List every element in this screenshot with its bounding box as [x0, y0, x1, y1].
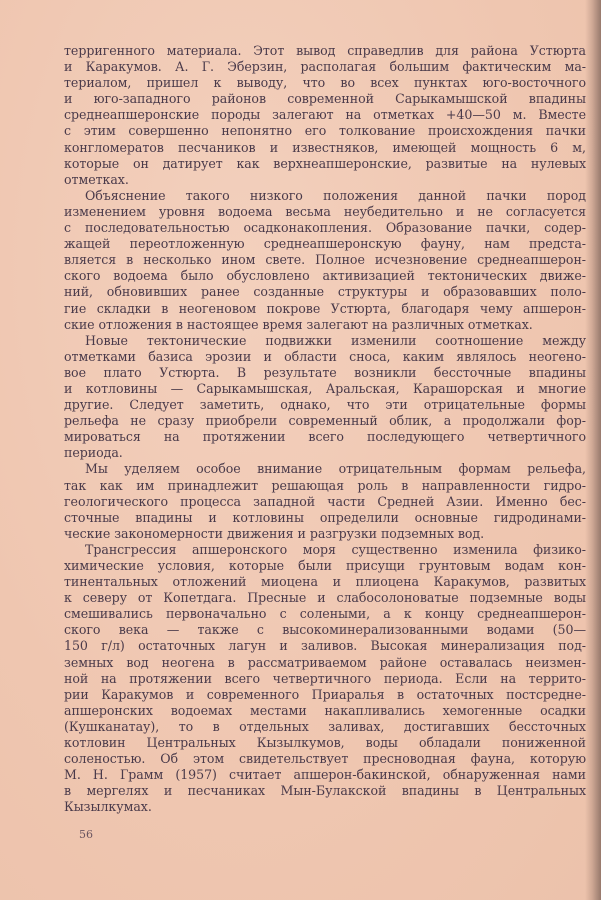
text-line: (Кушканатау), то в отдельных заливах, достигавших бессточных — [64, 718, 586, 734]
text-line: рельефа не сразу приобрели современный облик, а продолжали фор- — [64, 413, 586, 429]
text-line: вое плато Устюрта. В результате возникли бессточные впадины — [64, 364, 586, 380]
text-line: ского века — также с высокоминерализованными водами (50— — [64, 622, 586, 638]
text-line: химические условия, которые были присущи грунтовым водам кон- — [64, 558, 586, 573]
text-line: смешивались первоначально с солеными, а к концу среднеапшерон- — [64, 606, 586, 622]
text-line: сточные впадины и котловины определили основные гидродинами- — [64, 509, 586, 525]
text-line: тинентальных отложений миоцена и плиоцена Каракумов, развитых — [64, 574, 586, 590]
text-line: с последовательностью осадконакопления. Образование пачки, содер- — [64, 220, 586, 236]
text-line: ной на протяжении всего четвертичного периода. Если на террито- — [64, 670, 586, 686]
text-line: с этим совершенно непонятно его толкование происхождения пачки — [64, 123, 586, 139]
paragraph — [64, 333, 586, 462]
text-line: так как им принадлежит решающая роль в направленности гидро- — [64, 477, 586, 493]
text-body — [64, 43, 586, 816]
text-line: в мергелях и песчаниках Мын-Булакской впадины в Центральных — [64, 783, 586, 799]
page-body — [64, 43, 586, 816]
paragraph — [64, 43, 586, 188]
text-line: Объяснение такого низкого положения данной пачки пород — [85, 187, 586, 203]
text-line: ний, обновивших ранее созданные структуры и образовавших поло- — [64, 284, 586, 300]
text-line: Мы уделяем особое внимание отрицательным формам рельефа, — [85, 461, 586, 477]
text-line: М. Н. Грамм (1957) считает апшерон-бакинской, обнаруженная нами — [64, 767, 586, 783]
text-line: апшеронских водоемах местами накапливались хемогенные осадки — [64, 702, 586, 718]
text-line: земных вод неогена в рассматриваемом районе оставалась неизмен- — [64, 654, 586, 670]
text-line: рии Каракумов и современного Приаралья в остаточных постсредне- — [64, 686, 586, 702]
paragraph — [64, 542, 586, 816]
text-line: ческие закономерности движения и разгрузки подземных вод. — [64, 525, 485, 541]
text-line: Новые тектонические подвижки изменили соотношение между — [85, 332, 586, 348]
paragraph — [64, 188, 586, 333]
text-line: 150 г/л) остаточных лагун и заливов. Высокая минерализация под- — [64, 638, 586, 654]
paragraph — [64, 461, 586, 541]
text-line: периода. — [64, 445, 123, 461]
page-number: 56 — [79, 828, 93, 841]
text-line: и котловины — Сарыкамышская, Аральская, Карашорская и многие — [64, 380, 586, 396]
text-line: конгломератов песчаников и известняков, имеющей мощность 6 м, — [64, 139, 586, 155]
text-line: которые он датирует как верхнеапшеронские, развитые на нулевых — [64, 155, 586, 171]
text-line: к северу от Копетдага. Пресные и слабосолоноватые подземные воды — [64, 590, 586, 606]
text-line: среднеапшеронские породы залегают на отметках +40—50 м. Вместе — [64, 107, 586, 123]
text-line: отметками базиса эрозии и области сноса, каким являлось неогено- — [64, 348, 586, 364]
text-line: мироваться на протяжении всего последующего четвертичного — [64, 429, 586, 445]
text-line: геологического процесса западной части Средней Азии. Именно бес- — [64, 493, 586, 509]
text-line: и юго-западного районов современной Сарыкамышской впадины — [64, 91, 586, 107]
text-line: другие. Следует заметить, однако, что эти отрицательные формы — [64, 397, 586, 413]
text-line: и Каракумов. А. Г. Эберзин, располагая большим фактическим ма- — [64, 59, 586, 75]
text-line: ского водоема было обусловлено активизацией тектонических движе- — [64, 268, 586, 284]
text-line: котловин Центральных Кызылкумов, воды обладали пониженной — [64, 735, 586, 751]
text-line: отметках. — [64, 171, 129, 187]
text-line: Трансгрессия апшеронского моря существенно изменила физико- — [85, 541, 586, 557]
text-line: Кызылкумах. — [64, 799, 152, 815]
text-line: изменением уровня водоема весьма неубедительно и не согласуется — [64, 203, 586, 219]
text-line: жащей переотложенную среднеапшеронскую фауну, нам предста- — [64, 236, 586, 252]
text-line: соленостью. Об этом свидетельствует пресноводная фауна, которую — [64, 751, 586, 767]
text-line: терригенного материала. Этот вывод справедлив для района Устюрта — [64, 43, 586, 58]
text-line: териалом, пришел к выводу, что во всех пунктах юго-восточного — [64, 75, 586, 91]
text-line: гие складки в неогеновом покрове Устюрта, благодаря чему апшерон- — [64, 300, 586, 316]
text-line: вляется в несколько ином свете. Полное исчезновение среднеапшерон- — [64, 252, 586, 268]
text-line: ские отложения в настоящее время залегают на различных отметках. — [64, 316, 533, 332]
